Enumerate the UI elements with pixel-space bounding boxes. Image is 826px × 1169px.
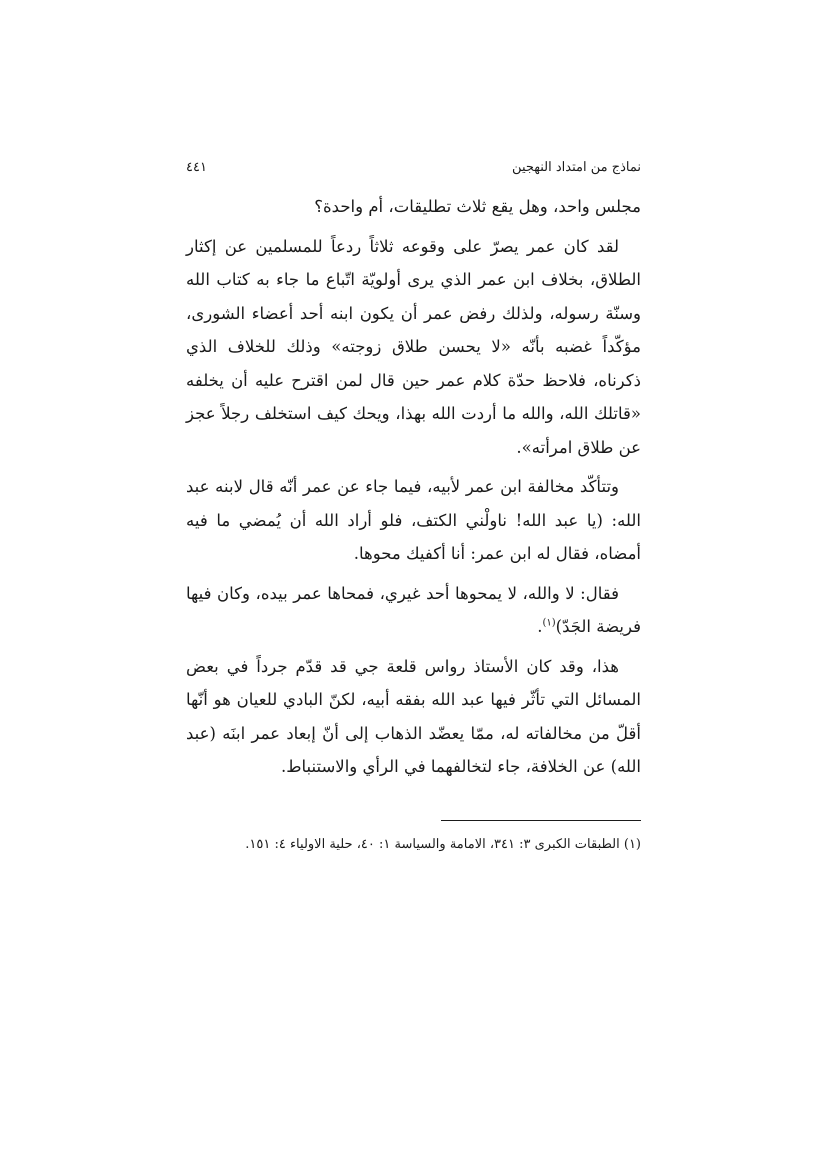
page-number: ٤٤١ xyxy=(186,160,207,175)
body-text xyxy=(186,190,641,784)
running-title: نماذج من امتداد النهجين xyxy=(512,160,641,175)
footnote: (١) الطبقات الكبرى ٣: ٣٤١، الامامة والسياسة ١: ٤٠، حلية الاولياء ٤: ١٥١. xyxy=(245,836,641,852)
paragraph-2: لقد كان عمر يصرّ على وقوعه ثلاثاً ردعاً للمسلمين عن إكثار الطلاق، بخلاف ابن عمر الذي يرى أولويّة اتّباع ما جاء به كتاب الله وسنّة رسوله، ولذلك رفض عمر أن يكون ابنه أحد أعضاء الشورى، مؤكّداً غضبه بأنّه «لا يحسن طلاق زوجته» وذلك للخلاف الذي ذكرناه، فلاحظ حدّة كلام عمر حين قال لمن اقترح عليه أن يخلفه «قاتلك الله، والله ما أردت الله بهذا، ويحك كيف استخلف رجلاً عجز عن طلاق امرأته». xyxy=(186,236,641,457)
paragraph-1: مجلس واحد، وهل يقع ثلاث تطليقات، أم واحدة؟ xyxy=(314,197,641,216)
paragraph-4-text: فقال: لا والله، لا يمحوها أحد غيري، فمحاها عمر بيده، وكان فيها فريضة الجَدّ) xyxy=(186,583,641,636)
paragraph-5: هذا، وقد كان الأستاذ رواس قلعة جي قد قدّم جرداً في بعض المسائل التي تأثّر فيها عبد الله بفقه أبيه، لكنّ البادي للعيان هو أنّها أقلّ من مخالفاته له، ممّا يعضّد الذهاب إلى أنّ إبعاد عمر ابنَه (عبد الله) عن الخلافة، جاء لتخالفهما في الرأي والاستنباط. xyxy=(186,656,641,776)
paragraph-3: وتتأكّد مخالفة ابن عمر لأبيه، فيما جاء عن عمر أنّه قال لابنه عبد الله: (يا عبد الله! ناولْني الكتف، فلو أراد الله أن يُمضي ما فيه أمضاه، فقال له ابن عمر: أنا أكفيك محوها. xyxy=(186,477,641,563)
paragraph-4-end: . xyxy=(537,617,543,636)
footnote-reference[interactable]: (١) xyxy=(542,617,556,629)
footnote-divider xyxy=(441,820,641,821)
book-page xyxy=(186,160,641,855)
paragraph-4 xyxy=(186,577,641,644)
running-header xyxy=(186,160,641,182)
